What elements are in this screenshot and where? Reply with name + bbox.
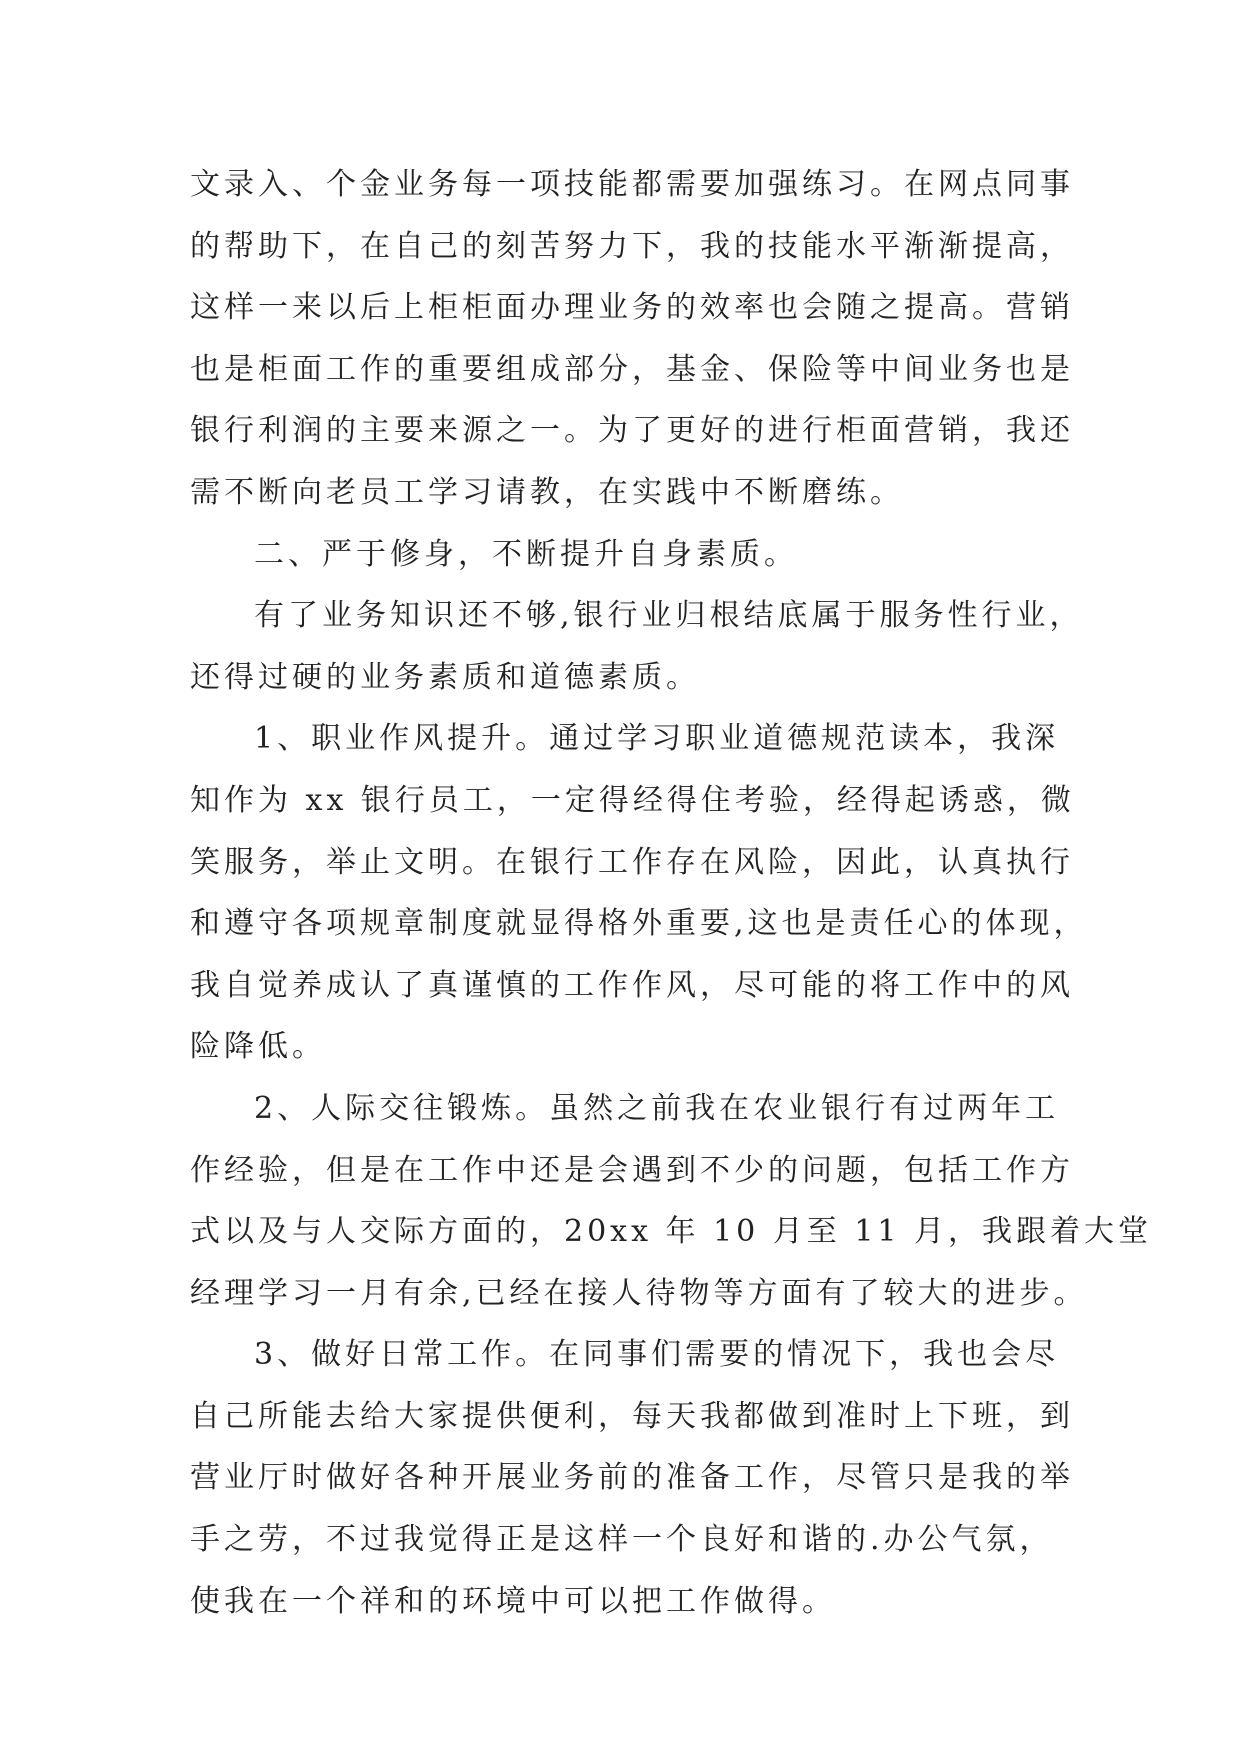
text-line: 险降低。 bbox=[190, 1029, 326, 1065]
list-item-2: 2、人际交往锻炼。虽然之前我在农业银行有过两年工 bbox=[254, 1090, 1060, 1126]
list-item-3: 3、做好日常工作。在同事们需要的情况下，我也会尽 bbox=[254, 1337, 1060, 1373]
text-line: 还得过硬的业务素质和道德素质。 bbox=[190, 659, 700, 695]
text-line: 有了业务知识还不够,银行业归根结底属于服务性行业， bbox=[254, 598, 1084, 634]
text-line: 自己所能去给大家提供便利，每天我都做到准时上下班，到 bbox=[190, 1398, 1074, 1434]
text-line: 我自觉养成认了真谨慎的工作作风，尽可能的将工作中的风 bbox=[190, 967, 1074, 1003]
text-line: 知作为 xx 银行员工，一定得经得住考验，经得起诱惑，微 bbox=[190, 782, 1075, 818]
text-line: 需不断向老员工学习请教，在实践中不断磨练。 bbox=[190, 474, 904, 510]
text-line: 银行利润的主要来源之一。为了更好的进行柜面营销，我还 bbox=[190, 413, 1074, 449]
text-line: 式以及与人交际方面的，20xx 年 10 月至 11 月，我跟着大堂 bbox=[190, 1214, 1153, 1250]
text-line: 的帮助下，在自己的刻苦努力下，我的技能水平渐渐提高， bbox=[190, 228, 1074, 264]
text-line: 文录入、个金业务每一项技能都需要加强练习。在网点同事 bbox=[190, 167, 1074, 202]
text-line: 和遵守各项规章制度就显得格外重要,这也是责任心的体现， bbox=[190, 906, 1088, 942]
text-line: 作经验，但是在工作中还是会遇到不少的问题，包括工作方 bbox=[190, 1152, 1074, 1188]
list-item-1: 1、职业作风提升。通过学习职业道德规范读本，我深 bbox=[254, 721, 1060, 757]
text-line: 笑服务，举止文明。在银行工作存在风险，因此，认真执行 bbox=[190, 844, 1074, 880]
section-heading: 二、严于修身，不断提升自身素质。 bbox=[254, 536, 798, 572]
body-text bbox=[190, 154, 1153, 1632]
text-line: 这样一来以后上柜柜面办理业务的效率也会随之提高。营销 bbox=[190, 290, 1074, 326]
text-line: 经理学习一月有余,已经在接人待物等方面有了较大的进步。 bbox=[190, 1275, 1088, 1311]
text-line: 也是柜面工作的重要组成部分，基金、保险等中间业务也是 bbox=[190, 351, 1074, 387]
text-line: 使我在一个祥和的环境中可以把工作做得。 bbox=[190, 1583, 836, 1619]
text-line: 手之劳，不过我觉得正是这样一个良好和谐的.办公气氛， bbox=[190, 1522, 1054, 1558]
text-line: 营业厅时做好各种开展业务前的准备工作，尽管只是我的举 bbox=[190, 1460, 1074, 1496]
